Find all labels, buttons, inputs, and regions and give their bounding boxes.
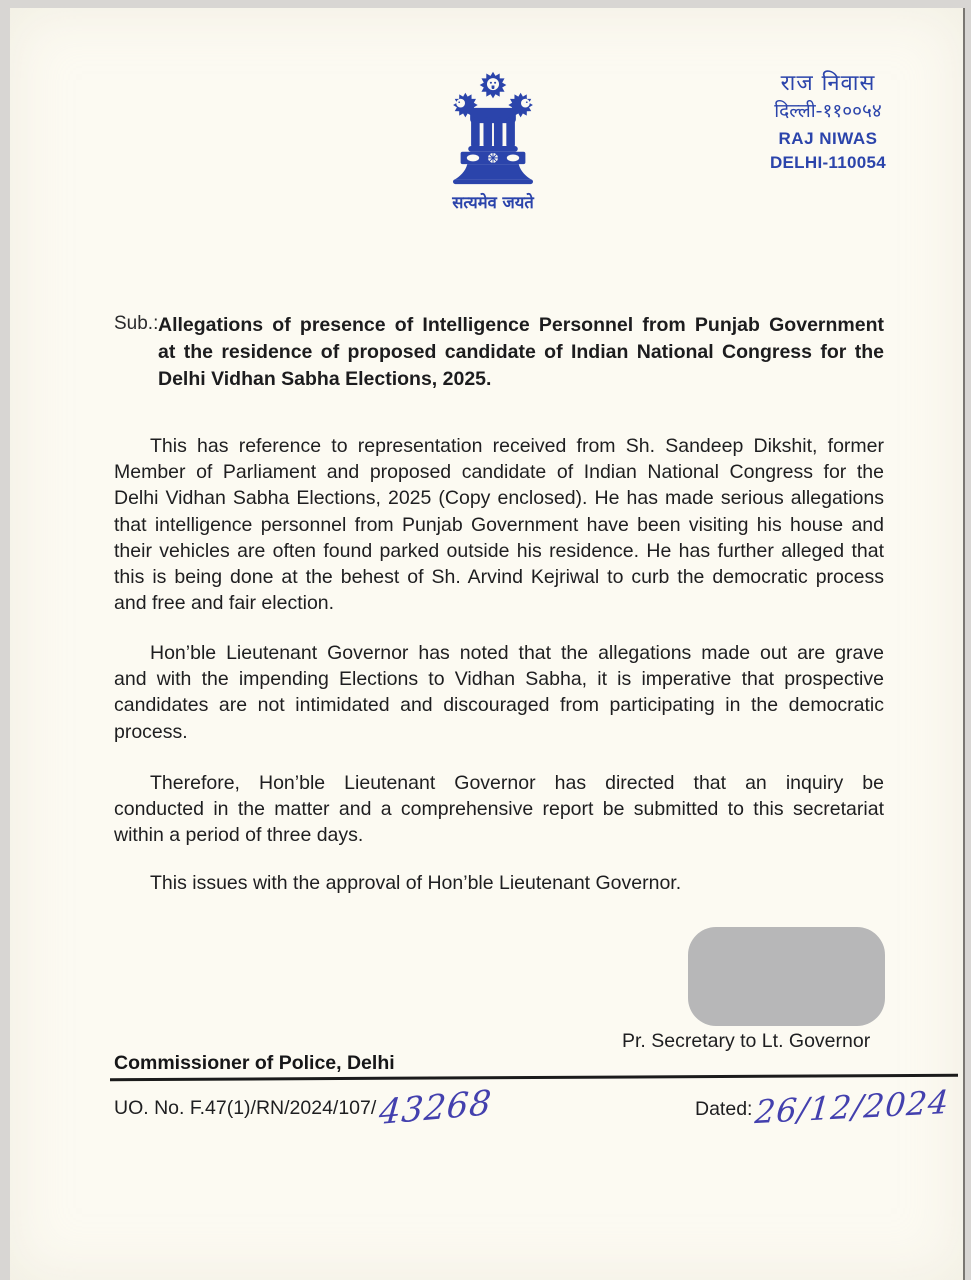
addressee: Commissioner of Police, Delhi [114, 1052, 395, 1074]
letterhead-address-block [743, 70, 913, 173]
paragraph-line: Hon’ble Lieutenant Governor has noted that the allegations made out are grave [150, 642, 884, 664]
paragraph-line: candidates are not intimidated and discouraged from participating in the democratic [114, 694, 884, 717]
paragraph-line: conducted in the matter and a comprehensive report be submitted to this secretariat [114, 798, 884, 821]
redacted-signature [688, 927, 885, 1026]
subject-line: Delhi Vidhan Sabha Elections, 2025. [158, 368, 492, 390]
paragraph-4 [114, 870, 884, 896]
paragraph-2 [114, 640, 884, 745]
emblem-motto: सत्यमेव जयते [452, 193, 534, 212]
subject-text [158, 312, 884, 393]
paragraph-1 [114, 433, 884, 616]
paragraph-line: and free and fair election. [114, 592, 335, 615]
paragraph-line: within a period of three days. [114, 824, 364, 847]
office-city-hindi: दिल्ली-११००५४ [774, 99, 882, 122]
subject-line: Allegations of presence of Intelligence Personnel from Punjab Government [158, 314, 884, 336]
dated-line [695, 1082, 952, 1132]
paragraph-line: Member of Parliament and proposed candidate of Indian National Congress for the [114, 461, 884, 484]
subject-line: at the residence of proposed candidate of Indian National Congress for the [158, 341, 884, 363]
uo-number-line [114, 1082, 495, 1134]
subject-block [114, 312, 884, 393]
signatory-designation: Pr. Secretary to Lt. Governor [622, 1030, 871, 1052]
paragraph-line: this is being done at the behest of Sh. Arvind Kejriwal to curb the democratic process [114, 566, 884, 589]
paragraph-3 [114, 770, 884, 849]
paragraph-line: Therefore, Hon’ble Lieutenant Governor has directed that an inquiry be [150, 772, 884, 794]
paragraph-line: that intelligence personnel from Punjab Government have been visiting his house and [114, 513, 884, 536]
paragraph-line: their vehicles are often found parked outside his residence. He has further alleged that [114, 539, 884, 562]
date-handwritten: 26/12/2024 [753, 1082, 952, 1132]
paragraph-line: process. [114, 720, 188, 743]
letter-page [10, 8, 965, 1280]
ashoka-emblem-icon [438, 66, 548, 186]
paragraph-line: and with the impending Elections to Vidhan Sabha, it is imperative that prospective [114, 668, 884, 691]
paragraph-line: This has reference to representation received from Sh. Sandeep Dikshit, former [150, 435, 884, 457]
paragraph-line: Delhi Vidhan Sabha Elections, 2025 (Copy enclosed). He has made serious allegations [114, 487, 884, 510]
office-name-english: RAJ NIWAS [778, 129, 878, 149]
uo-number-handwritten: 43268 [377, 1082, 495, 1134]
subject-label: Sub.: [114, 313, 159, 334]
paragraph-line: This issues with the approval of Hon’ble Lieutenant Governor. [150, 872, 682, 894]
office-city-english: DELHI-110054 [769, 152, 887, 172]
dated-label: Dated: [695, 1098, 753, 1120]
office-name-hindi: राज निवास [780, 71, 876, 96]
uo-number-printed: UO. No. F.47(1)/RN/2024/107/ [114, 1097, 377, 1119]
